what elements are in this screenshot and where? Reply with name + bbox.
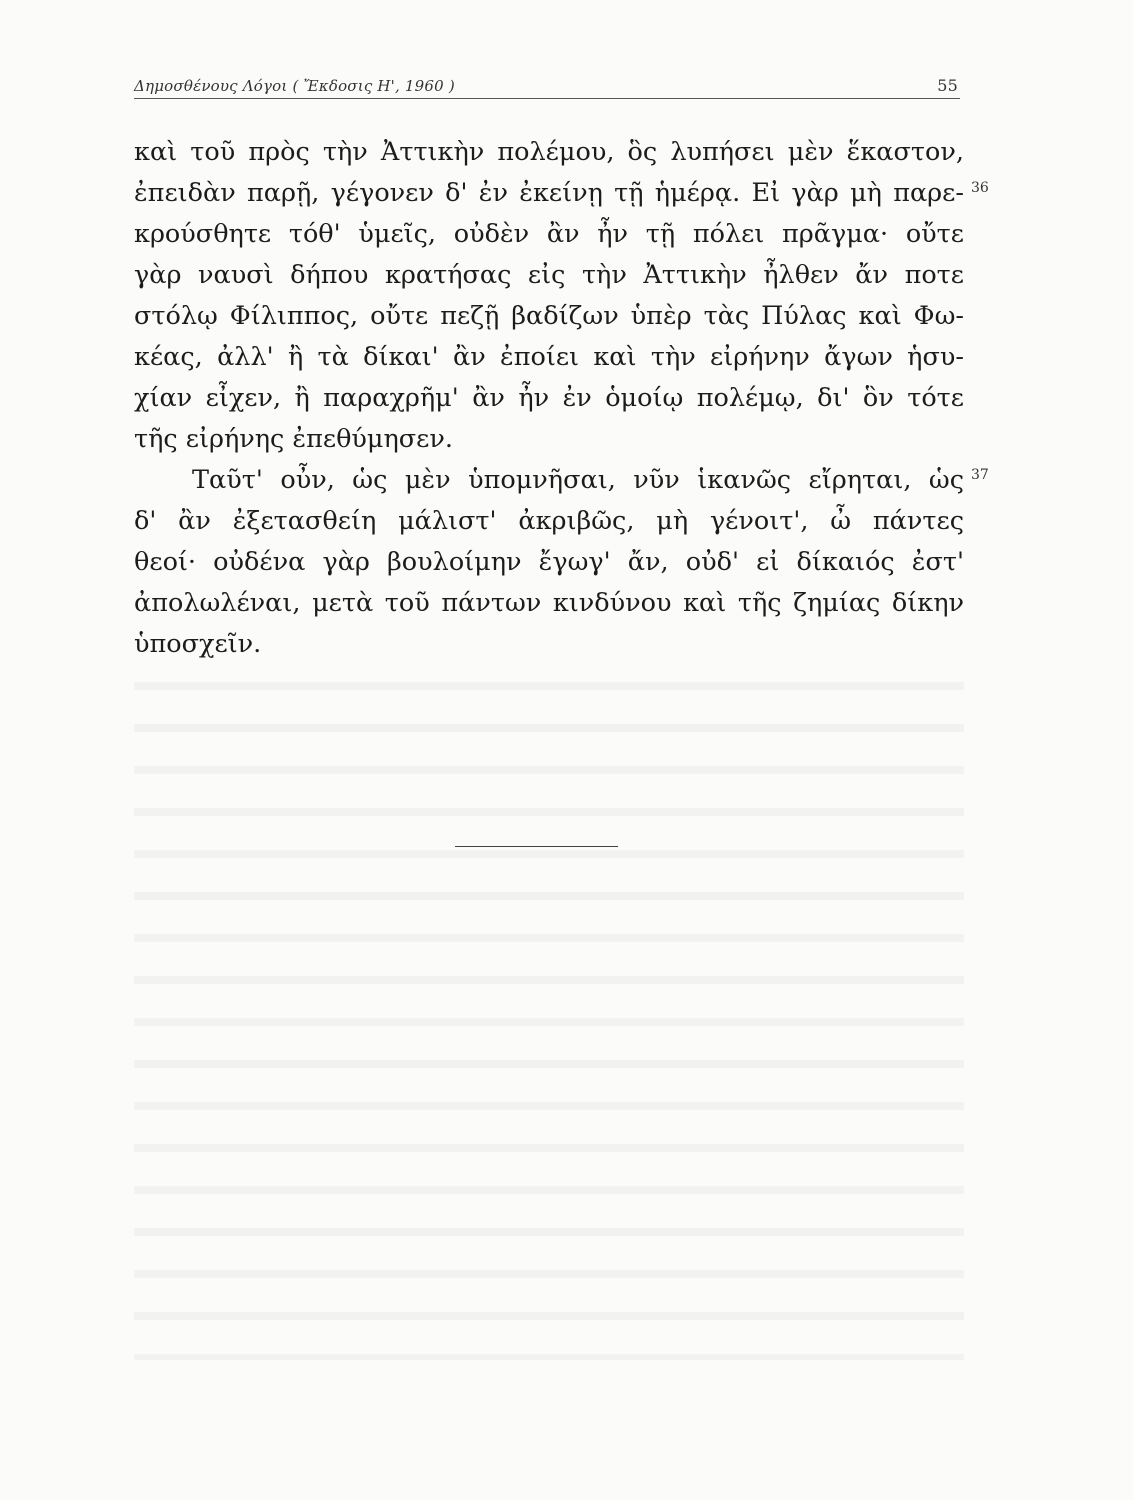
running-head xyxy=(134,74,960,99)
greek-text-body xyxy=(134,132,964,665)
text-line: ἀπολωλέναι, μετὰ τοῦ πάντων κινδύνου καὶ τῆς ζημίας δίκην xyxy=(134,588,964,618)
paragraph-1 xyxy=(134,132,964,460)
section-number-37: 37 xyxy=(971,467,989,483)
text-line: καὶ τοῦ πρὸς τὴν Ἀττικὴν πολέμου, ὃς λυπήσει μὲν ἕκαστον, xyxy=(134,137,964,167)
header-title: Δημοσθένους Λόγοι ( Ἔκδοσις Η', 1960 ) xyxy=(134,77,455,95)
page-number: 55 xyxy=(937,76,958,95)
text-line: θεοί· οὐδένα γὰρ βουλοίμην ἔγωγ' ἄν, οὐδ' εἰ δίκαιός ἐστ' xyxy=(134,547,964,577)
text-line: στόλῳ Φίλιππος, οὔτε πεζῇ βαδίζων ὑπὲρ τὰς Πύλας καὶ Φω- xyxy=(134,301,964,331)
text-line: ὑποσχεῖν. xyxy=(134,629,262,659)
text-line: Ταῦτ' οὖν, ὡς μὲν ὑπομνῆσαι, νῦν ἱκανῶς εἴρηται, ὡς xyxy=(192,465,964,495)
text-line: τῆς εἰρήνης ἐπεθύμησεν. xyxy=(134,424,453,454)
paragraph-2 xyxy=(134,460,964,665)
reverse-page-bleed-through xyxy=(134,660,964,1360)
text-line: χίαν εἶχεν, ἢ παραχρῆμ' ἂν ἦν ἐν ὁμοίῳ πολέμῳ, δι' ὃν τότε xyxy=(134,383,964,413)
section-end-rule xyxy=(455,846,618,847)
section-number-36: 36 xyxy=(971,180,989,196)
text-line: δ' ἂν ἐξετασθείη μάλιστ' ἀκριβῶς, μὴ γένοιτ', ὦ πάντες xyxy=(134,506,964,536)
text-line: γὰρ ναυσὶ δήπου κρατήσας εἰς τὴν Ἀττικὴν ἦλθεν ἄν ποτε xyxy=(134,260,964,290)
text-line: κρούσθητε τόθ' ὑμεῖς, οὐδὲν ἂν ἦν τῇ πόλει πρᾶγμα· οὔτε xyxy=(134,219,964,249)
text-line: ἐπειδὰν παρῇ, γέγονεν δ' ἐν ἐκείνῃ τῇ ἡμέρᾳ. Εἰ γὰρ μὴ παρε- xyxy=(134,178,964,208)
text-line: κέας, ἀλλ' ἢ τὰ δίκαι' ἂν ἐποίει καὶ τὴν εἰρήνην ἄγων ἡσυ- xyxy=(134,342,964,372)
